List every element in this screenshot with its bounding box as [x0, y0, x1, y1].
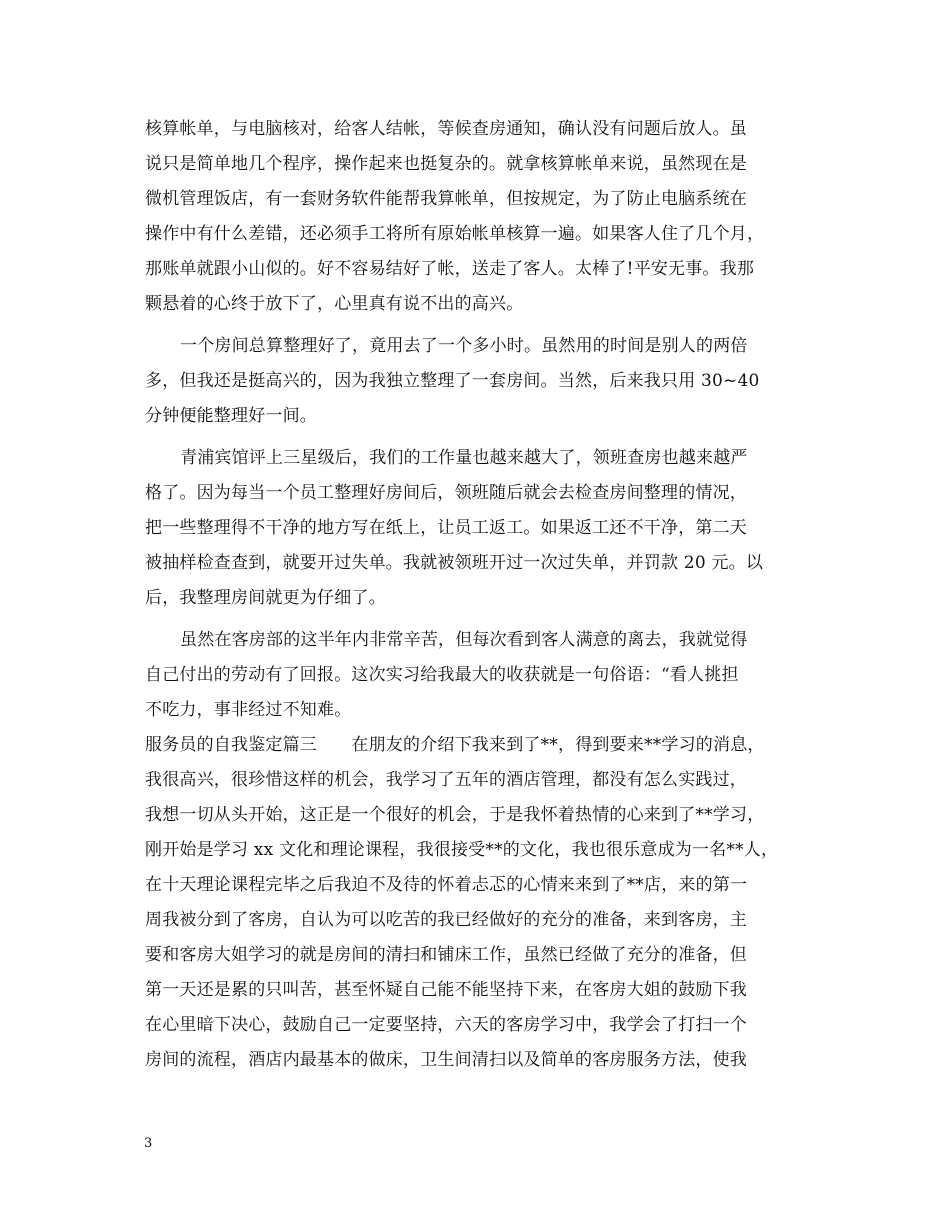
paragraph-first-line: 虽然在客房部的这半年内非常辛苦，但每次看到客人满意的离去，我就觉得 — [180, 630, 748, 650]
text-line: 房间的流程，酒店内最基本的做床，卫生间清扫以及简单的客房服务方法，使我 — [145, 1050, 747, 1070]
text-line: 多，但我还是挺高兴的，因为我独立整理了一套房间。当然，后来我只用 30~40 — [145, 371, 760, 391]
text-line: 自己付出的劳动有了回报。这次实习给我最大的收获就是一句俗语：“看人挑担 — [145, 665, 739, 685]
paragraph-first-line: 青浦宾馆评上三星级后，我们的工作量也越来越大了，领班查房也越来越严 — [180, 448, 748, 468]
text-line: 不吃力，事非经过不知难。 — [145, 700, 352, 720]
text-line: 在十天理论课程完毕之后我迫不及待的怀着忐忑的心情来来到了**店，来的第一 — [145, 875, 748, 895]
text-line: 格了。因为每当一个员工整理好房间后，领班随后就会去检查房间整理的情况， — [145, 483, 747, 503]
text-line: 操作中有什么差错，还必须手工将所有原始帐单核算一遍。如果客人住了几个月， — [145, 224, 765, 244]
text-line: 第一天还是累的只叫苦，甚至怀疑自己能不能坚持下来，在客房大姐的鼓励下我 — [145, 980, 747, 1000]
text-line: 把一些整理得不干净的地方写在纸上，让员工返工。如果返工还不干净，第二天 — [145, 518, 747, 538]
text-line: 颗悬着的心终于放下了，心里真有说不出的高兴。 — [145, 294, 524, 314]
text-line: 在心里暗下决心，鼓励自己一定要坚持，六天的客房学习中，我学会了打扫一个 — [145, 1015, 747, 1035]
text-line: 后，我整理房间就更为仔细了。 — [145, 588, 386, 608]
text-line: 要和客房大姐学习的就是房间的清扫和铺床工作，虽然已经做了充分的准备，但 — [145, 945, 747, 965]
text-line: 我想一切从头开始，这正是一个很好的机会，于是我怀着热情的心来到了**学习， — [145, 805, 765, 825]
text-line: 核算帐单，与电脑核对，给客人结帐，等候查房通知，确认没有问题后放人。虽 — [145, 119, 747, 139]
page-number: 3 — [144, 1136, 153, 1151]
section-heading-line: 服务员的自我鉴定篇三 在朋友的介绍下我来到了**，得到要来**学习的消息， — [145, 735, 765, 755]
paragraph-first-line: 一个房间总算整理好了，竟用去了一个多小时。虽然用的时间是别人的两倍 — [180, 336, 748, 356]
text-line: 那账单就跟小山似的。好不容易结好了帐，送走了客人。太棒了!平安无事。我那 — [145, 259, 755, 279]
text-line: 刚开始是学习 xx 文化和理论课程，我很接受**的文化，我也很乐意成为一名**人， — [145, 840, 779, 860]
text-line: 周我被分到了客房，自认为可以吃苦的我已经做好的充分的准备，来到客房，主 — [145, 910, 747, 930]
text-line: 说只是简单地几个程序，操作起来也挺复杂的。就拿核算帐单来说，虽然现在是 — [145, 154, 747, 174]
text-line: 微机管理饭店，有一套财务软件能帮我算帐单，但按规定，为了防止电脑系统在 — [145, 189, 747, 209]
text-line: 被抽样检查查到，就要开过失单。我就被领班开过一次过失单，并罚款 20 元。以 — [145, 553, 764, 573]
text-line: 分钟便能整理好一间。 — [145, 406, 317, 426]
text-line: 我很高兴，很珍惜这样的机会，我学习了五年的酒店管理，都没有怎么实践过， — [145, 770, 747, 790]
